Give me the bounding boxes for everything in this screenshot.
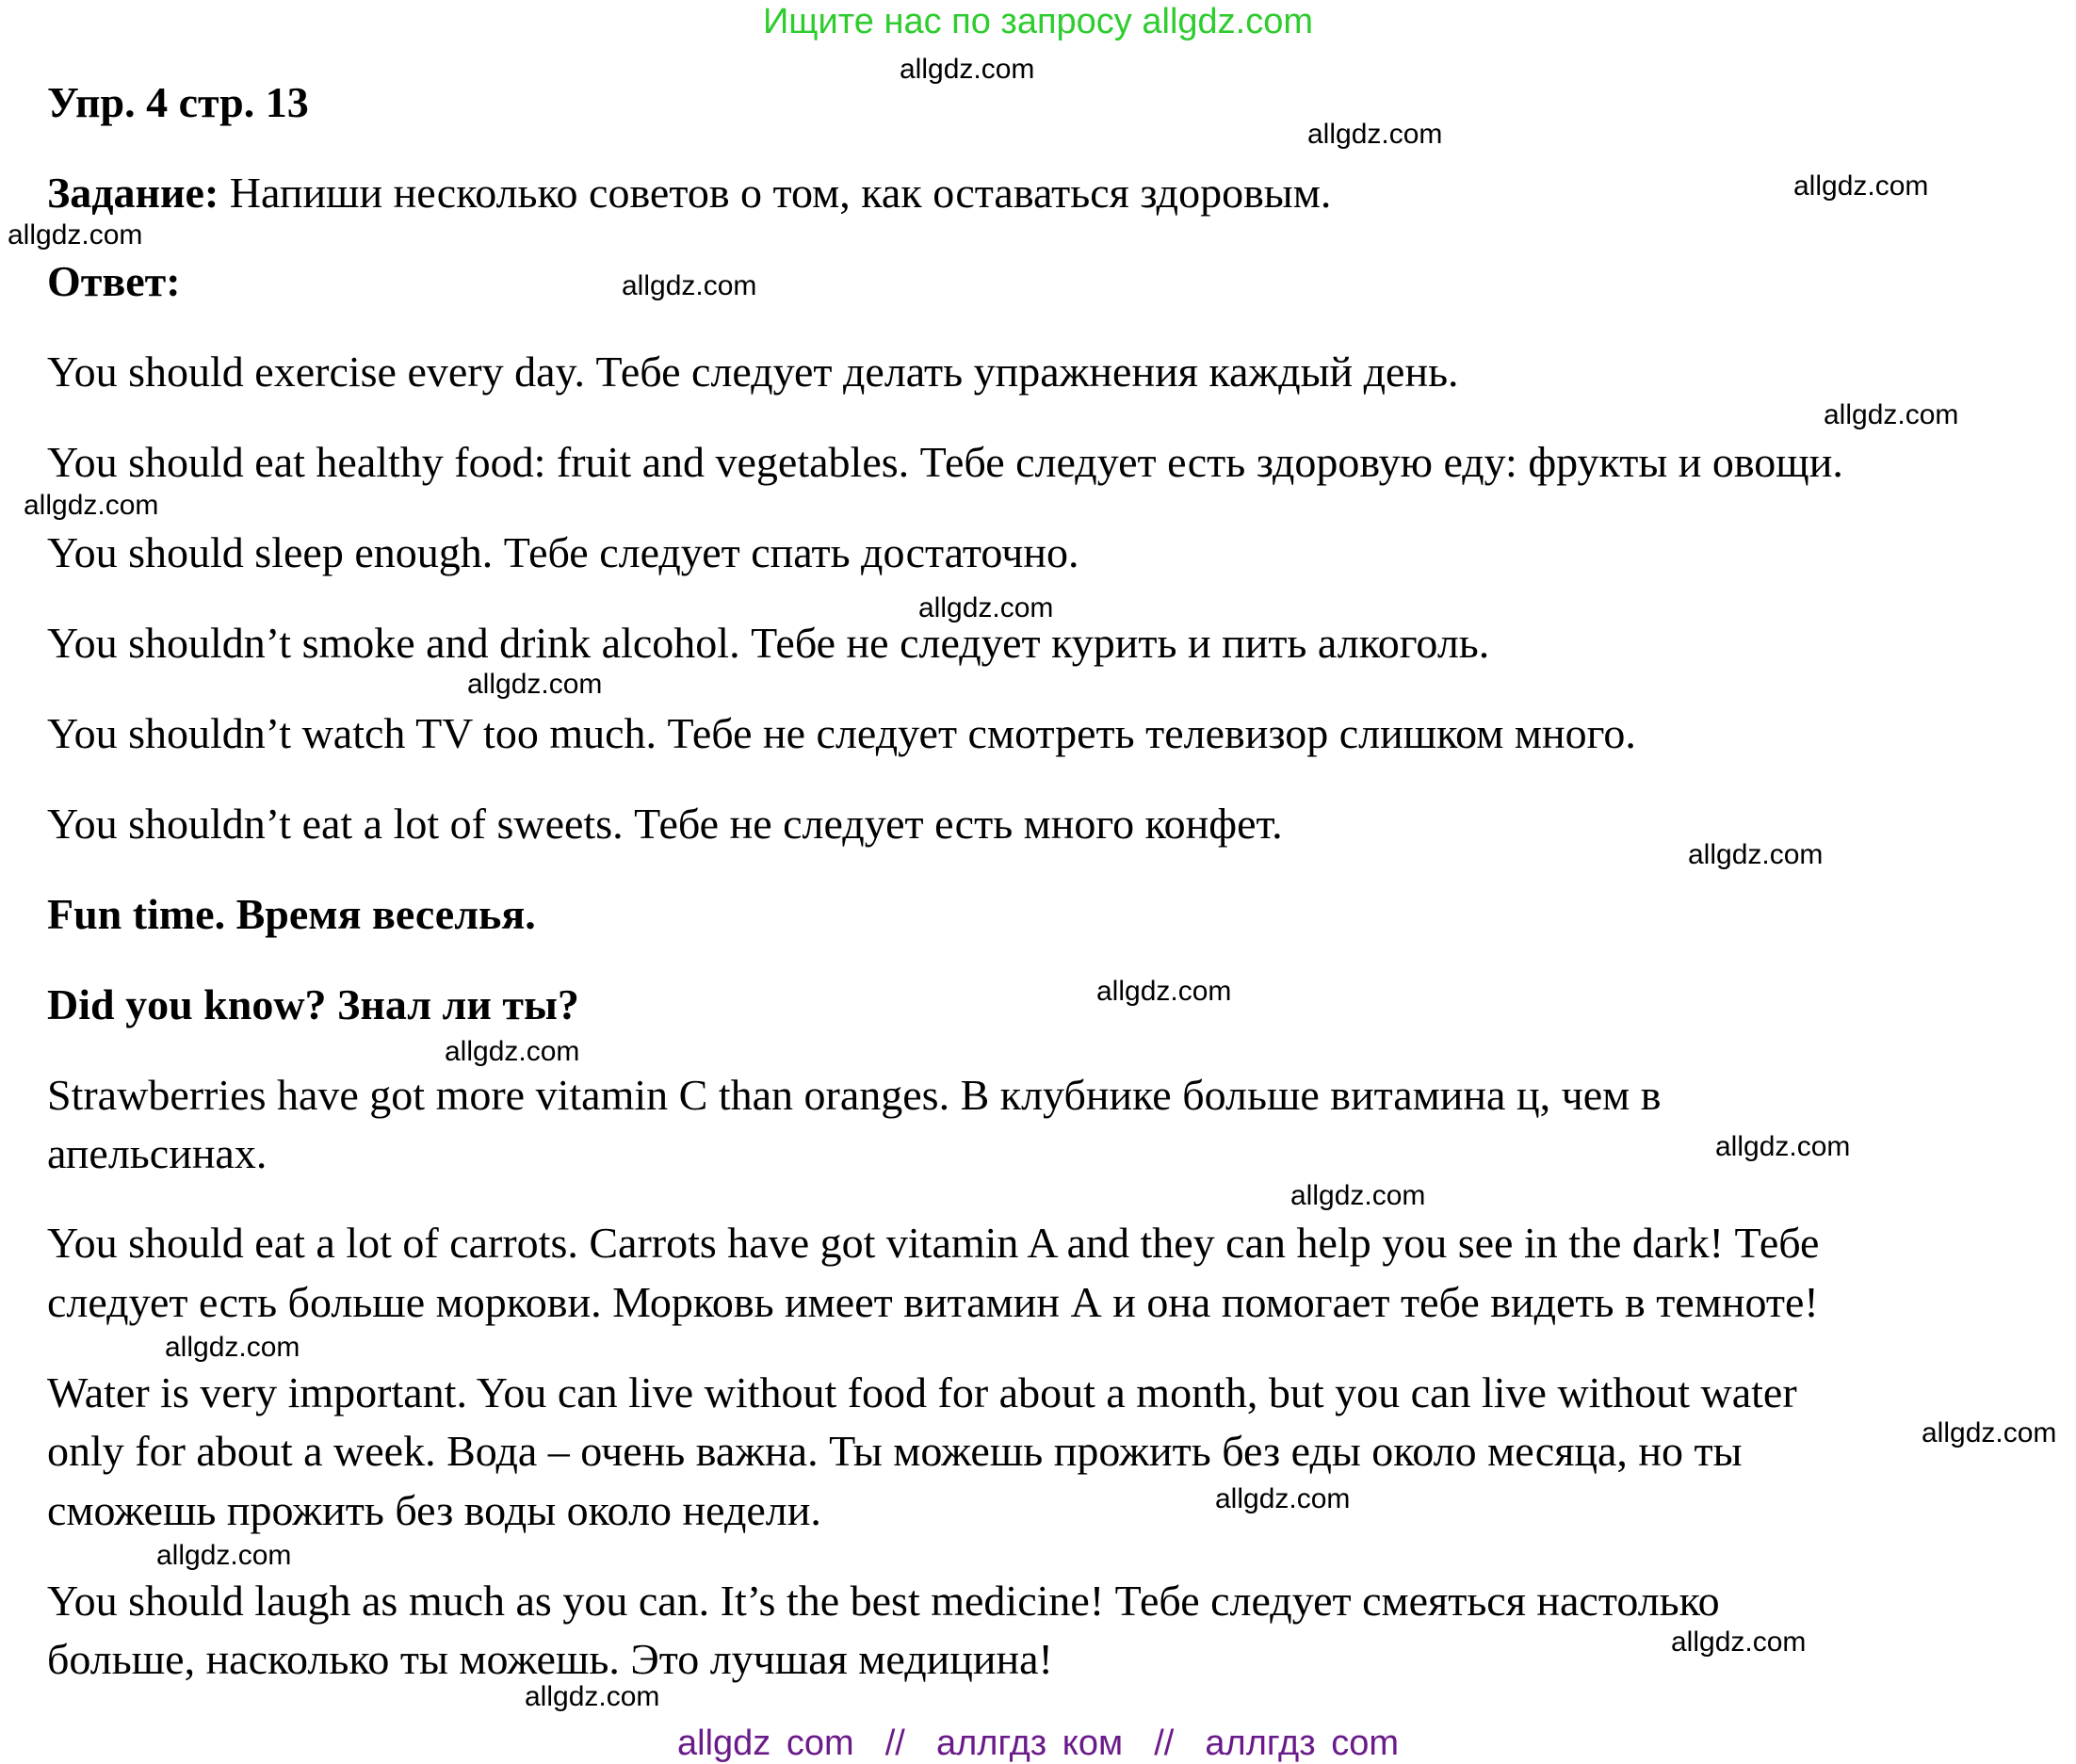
watermark: allgdz.com bbox=[1307, 119, 1443, 150]
advice-line: You should sleep enough. Тебе следует спать достаточно. bbox=[47, 528, 1079, 576]
fact-line: следует есть больше моркови. Морковь имеет витамин А и она помогает тебе видеть в темноте! bbox=[47, 1278, 1819, 1326]
fact-line: Strawberries have got more vitamin C than oranges. В клубнике больше витамина ц, чем в bbox=[47, 1071, 1662, 1119]
watermark: allgdz.com bbox=[1793, 170, 1929, 202]
watermark: allgdz.com bbox=[1671, 1626, 1807, 1658]
watermark: allgdz.com bbox=[1715, 1131, 1851, 1162]
watermark: allgdz.com bbox=[156, 1540, 292, 1571]
watermark: allgdz.com bbox=[1922, 1417, 2057, 1448]
watermark: allgdz.com bbox=[467, 669, 603, 700]
watermark: allgdz.com bbox=[1290, 1180, 1426, 1211]
watermark: allgdz.com bbox=[918, 592, 1054, 623]
top-banner-link[interactable]: Ищите нас по запросу allgdz.com bbox=[762, 2, 1313, 41]
watermark: allgdz.com bbox=[900, 54, 1035, 85]
watermark: allgdz.com bbox=[165, 1332, 300, 1363]
advice-line: You shouldn’t eat a lot of sweets. Тебе не следует есть много конфет. bbox=[47, 800, 1283, 848]
task-label: Задание: bbox=[47, 169, 219, 217]
bottom-banner-link[interactable]: allgdz com // аллгдз ком // аллгдз com bbox=[677, 1724, 1399, 1763]
watermark: allgdz.com bbox=[1688, 839, 1824, 870]
advice-line: You shouldn’t watch TV too much. Тебе не следует смотреть телевизор слишком много. bbox=[47, 709, 1636, 757]
watermark: allgdz.com bbox=[622, 270, 757, 301]
watermark: allgdz.com bbox=[1215, 1483, 1351, 1514]
exercise-title: Упр. 4 стр. 13 bbox=[47, 78, 309, 126]
watermark: allgdz.com bbox=[1824, 399, 1959, 430]
advice-line: You should exercise every day. Тебе следует делать упражнения каждый день. bbox=[47, 348, 1459, 396]
fact-line: You should eat a lot of carrots. Carrots have got vitamin A and they can help you see in the dark! Тебе bbox=[47, 1219, 1820, 1267]
task-line bbox=[47, 168, 1331, 218]
fact-line: больше, насколько ты можешь. Это лучшая медицина! bbox=[47, 1635, 1053, 1683]
fact-line: Water is very important. You can live without food for about a month, but you can live without water bbox=[47, 1368, 1797, 1416]
task-text: Напиши несколько советов о том, как оставаться здоровым. bbox=[219, 169, 1332, 217]
fact-line: only for about a week. Вода – очень важна. Ты можешь прожить без еды около месяца, но ты bbox=[47, 1427, 1743, 1475]
watermark: allgdz.com bbox=[525, 1681, 660, 1712]
advice-line: You should eat healthy food: fruit and vegetables. Тебе следует есть здоровую еду: фрукты и овощи. bbox=[47, 438, 1843, 486]
answer-label: Ответ: bbox=[47, 257, 181, 305]
fact-line: сможешь прожить без воды около недели. bbox=[47, 1486, 821, 1534]
watermark: allgdz.com bbox=[8, 219, 143, 251]
watermark: allgdz.com bbox=[24, 490, 159, 521]
watermark: allgdz.com bbox=[1096, 976, 1232, 1007]
fun-time-heading: Fun time. Время веселья. bbox=[47, 890, 536, 938]
advice-line: You shouldn’t smoke and drink alcohol. Тебе не следует курить и пить алкоголь. bbox=[47, 619, 1490, 667]
fact-line: You should laugh as much as you can. It’s the best medicine! Тебе следует смеяться настолько bbox=[47, 1577, 1720, 1625]
fact-line: апельсинах. bbox=[47, 1129, 268, 1177]
did-you-know-heading: Did you know? Знал ли ты? bbox=[47, 980, 579, 1028]
watermark: allgdz.com bbox=[445, 1036, 580, 1067]
